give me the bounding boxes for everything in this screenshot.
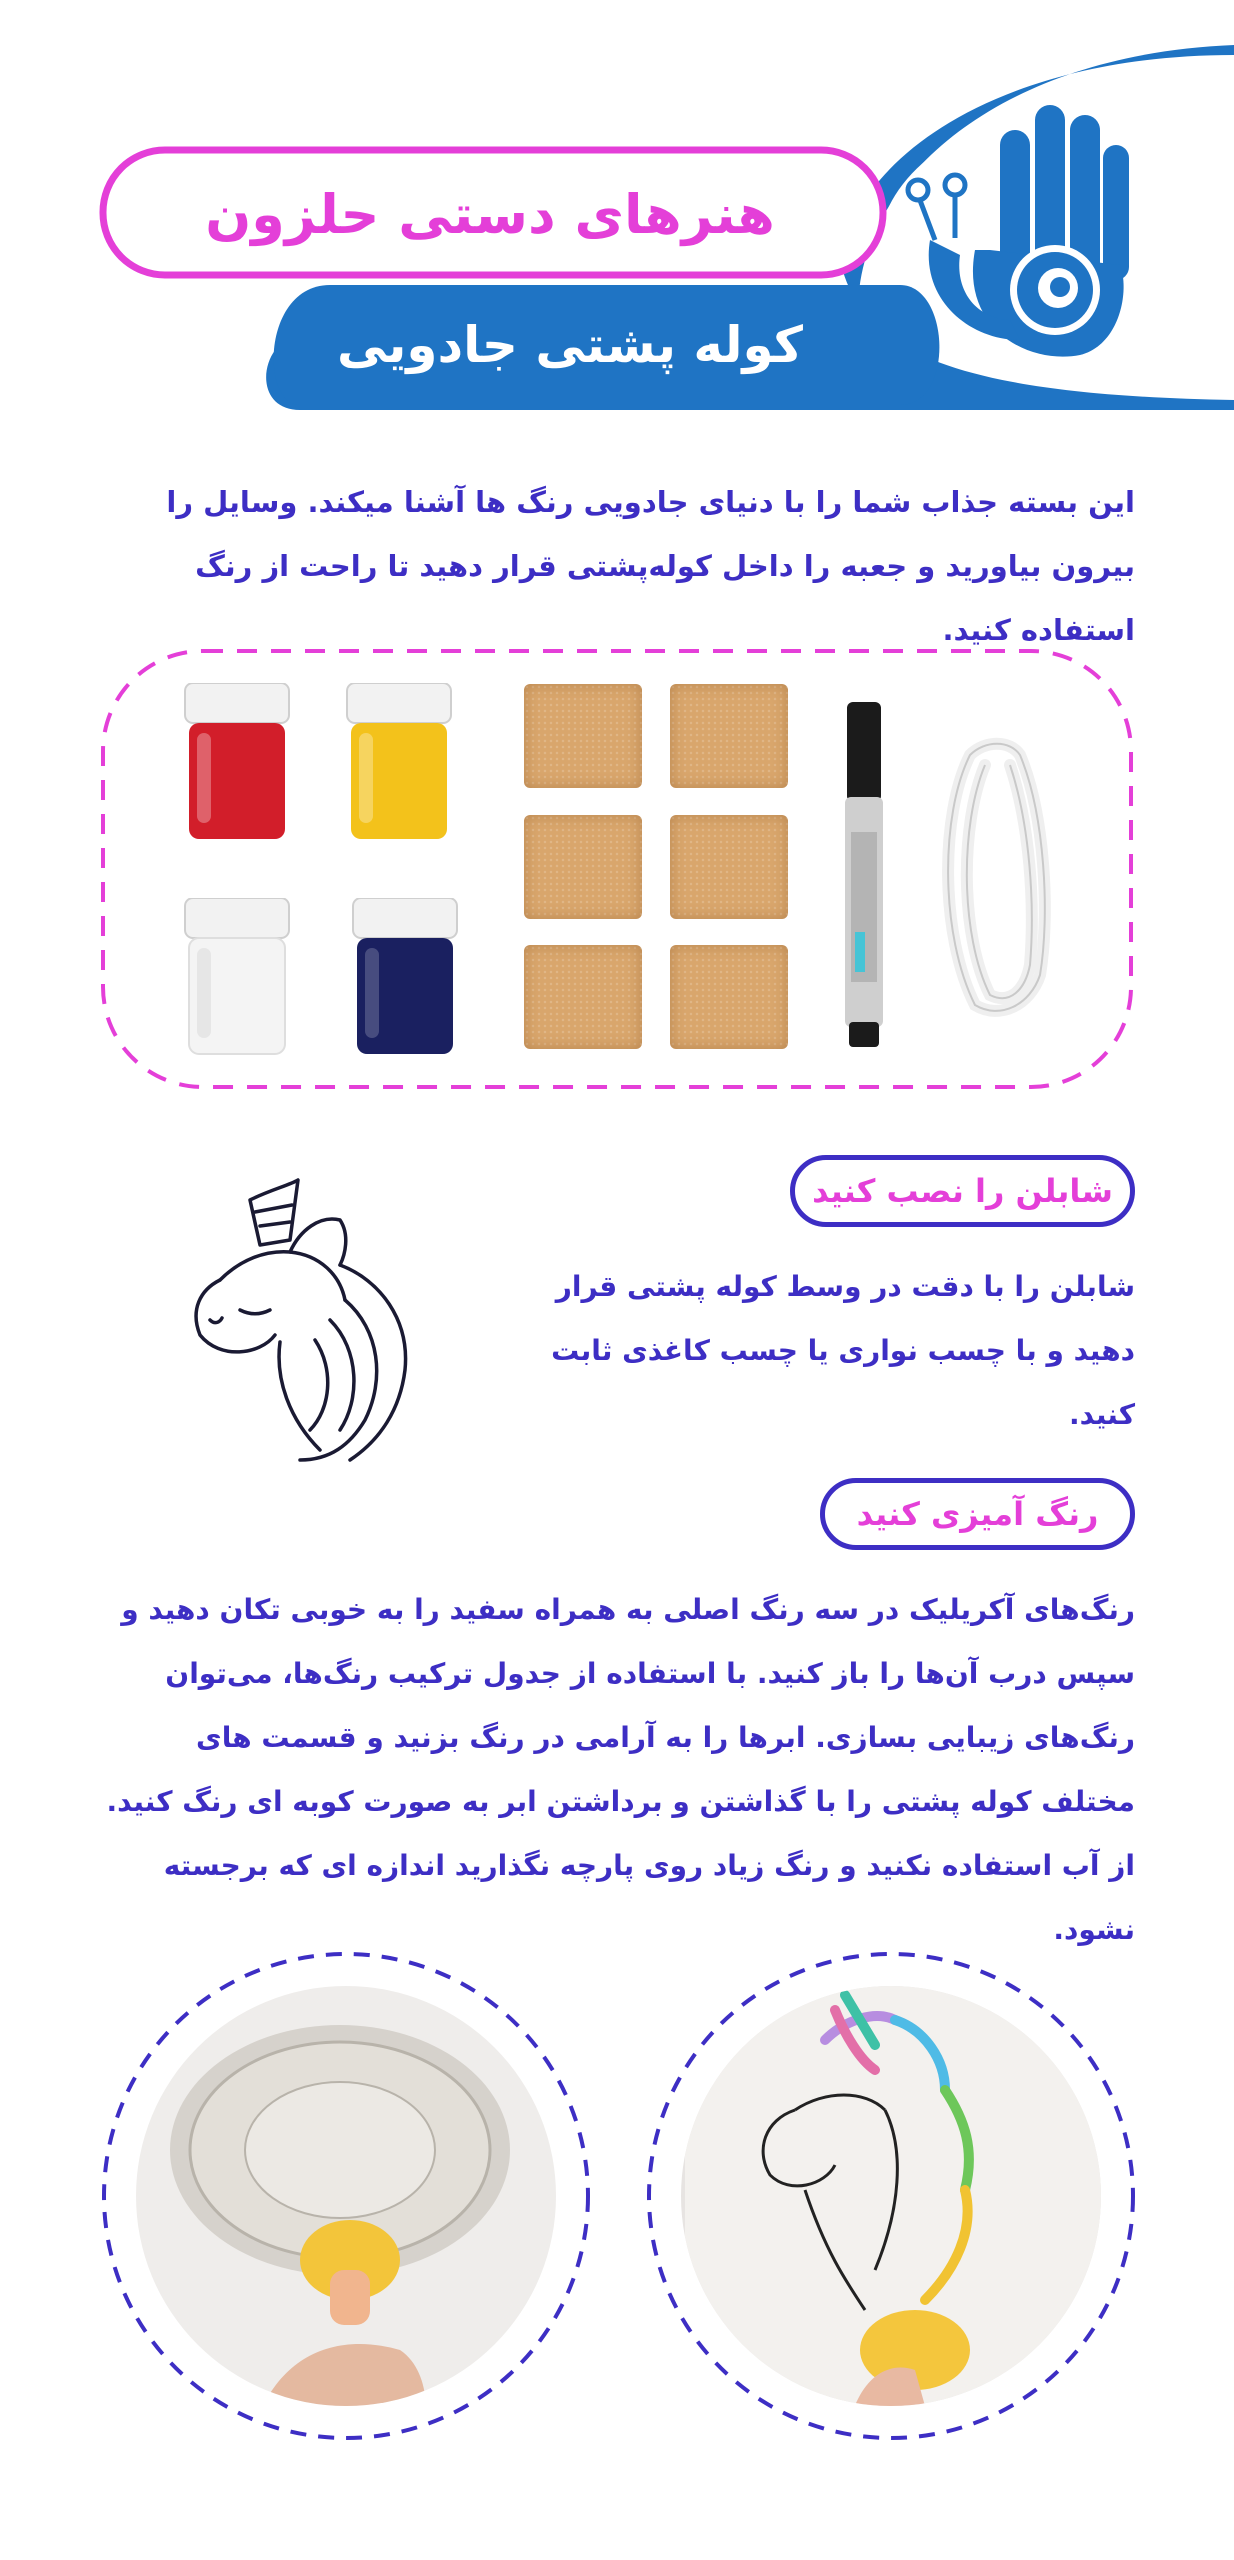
step2-label: رنگ آمیزی کنید: [820, 1478, 1135, 1550]
photo-painted-backpack: [645, 1950, 1137, 2442]
sponge-icon: [524, 815, 642, 919]
sponge-icon: [524, 684, 642, 788]
product-title: کوله پشتی جادویی: [337, 316, 803, 374]
sponge-icon: [524, 945, 642, 1049]
photo-sponge-on-plate: [100, 1950, 592, 2442]
white-paint-jar-icon: [183, 898, 291, 1058]
navy-paint-jar-icon: [351, 898, 459, 1058]
unicorn-stencil-icon: [180, 1160, 450, 1500]
rope-icon: [930, 735, 1060, 1025]
step2-text: رنگ‌های آکریلیک در سه رنگ اصلی به همراه سفید را به خوبی تکان دهید و سپس درب آن‌ها را باز کنید. با استفاده از جدول ترکیب رنگ‌ها، می‌توان رنگ‌های زیبایی بسازی. ابرها را به آرامی در رنگ بزنید و قسمت های مختلف کوله پشتی را با گذاشتن و برداشتن ابر به صورت کوبه ای رنگ کنید. از آب استفاده نکنید و رنگ زیاد روی پارچه نگذارید اندازه ای که برجسته نشود.: [106, 1593, 1135, 1946]
yellow-paint-jar-icon: [345, 683, 453, 843]
sponge-icon: [670, 684, 788, 788]
step1-text: شابلن را با دقت در وسط کوله پشتی قرار دهید و با چسب نواری یا چسب کاغذی ثابت کنید.: [551, 1270, 1135, 1431]
brand-title: هنرهای دستی حلزون: [205, 183, 775, 246]
sponge-icon: [670, 945, 788, 1049]
marker-icon: [843, 702, 885, 1047]
step1-label: شابلن را نصب کنید: [790, 1155, 1135, 1227]
red-paint-jar-icon: [183, 683, 291, 843]
intro-text: این بسته جذاب شما را با دنیای جادویی رنگ ها آشنا میکند. وسایل را بیرون بیاورید و جعبه را داخل کوله‌پشتی قرار دهید تا راحت از رنگ استفاده کنید.: [166, 485, 1135, 647]
sponge-icon: [670, 815, 788, 919]
